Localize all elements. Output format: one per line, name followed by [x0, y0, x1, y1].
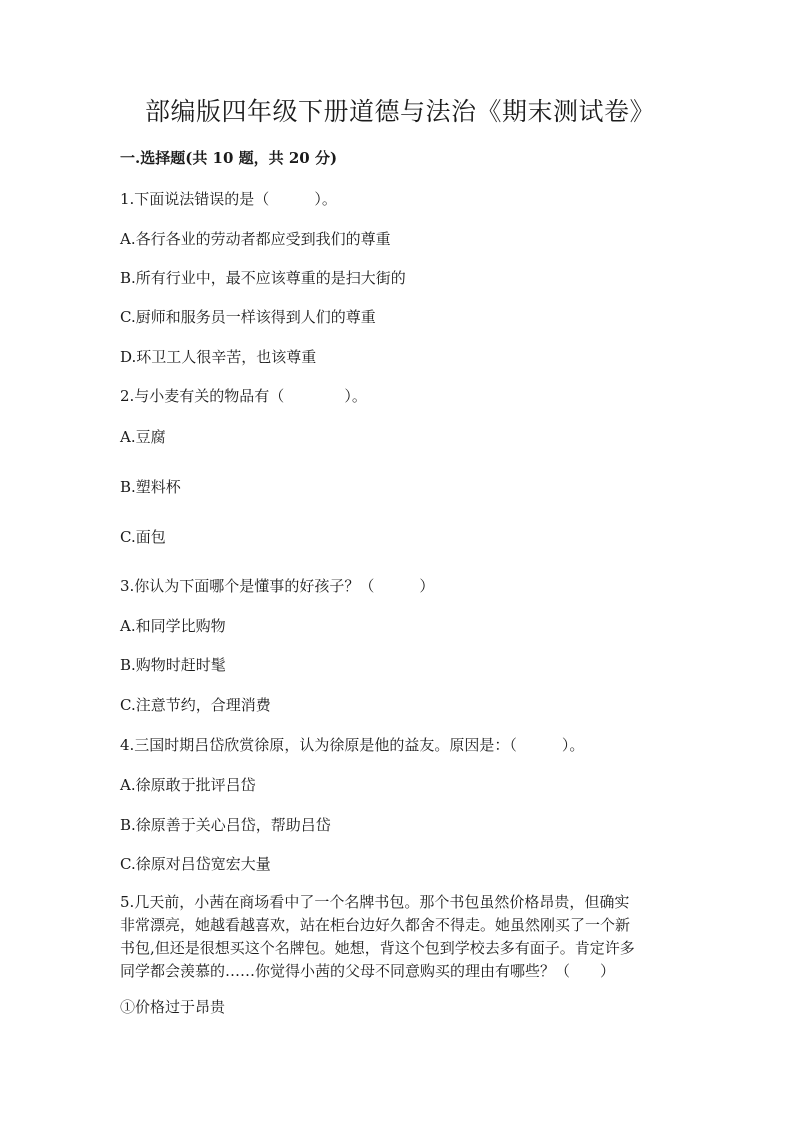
- question-5-stem-line-3: 书包,但还是很想买这个名牌包。她想，背这个包到学校去多有面子。肯定许多: [120, 939, 635, 957]
- question-1-option-b: B.所有行业中，最不应该尊重的是扫大街的: [120, 269, 406, 287]
- question-1-stem: 1.下面说法错误的是（ ）。: [120, 190, 337, 208]
- question-3-option-a: A.和同学比购物: [120, 617, 226, 635]
- question-1-option-d: D.环卫工人很辛苦，也该尊重: [120, 348, 317, 366]
- question-4-option-a: A.徐原敢于批评吕岱: [120, 776, 256, 794]
- section-heading: 一.选择题(共 10 题，共 20 分): [120, 149, 338, 167]
- question-3-stem: 3.你认为下面哪个是懂事的好孩子？（ ）: [120, 577, 435, 595]
- question-5-stem-line-1: 5.几天前，小茜在商场看中了一个名牌书包。那个书包虽然价格昂贵，但确实: [120, 893, 630, 911]
- question-2-option-a: A.豆腐: [120, 428, 166, 446]
- question-3-option-b: B.购物时赶时髦: [120, 656, 226, 674]
- question-2-option-b: B.塑料杯: [120, 478, 181, 496]
- question-4-option-c: C.徐原对吕岱宽宏大量: [120, 855, 271, 873]
- question-2-stem: 2.与小麦有关的物品有（ ）。: [120, 387, 367, 405]
- question-3-option-c: C.注意节约，合理消费: [120, 696, 271, 714]
- question-4-option-b: B.徐原善于关心吕岱，帮助吕岱: [120, 816, 331, 834]
- page-title: 部编版四年级下册道德与法治《期末测试卷》: [144, 97, 655, 126]
- question-1-option-c: C.厨师和服务员一样该得到人们的尊重: [120, 308, 376, 326]
- question-5-option-1: ①价格过于昂贵: [120, 998, 226, 1016]
- question-5-stem-line-4: 同学都会羡慕的……你觉得小茜的父母不同意购买的理由有哪些？（ ）: [120, 962, 616, 980]
- question-2-option-c: C.面包: [120, 528, 166, 546]
- question-5-stem-line-2: 非常漂亮，她越看越喜欢，站在柜台边好久都舍不得走。她虽然刚买了一个新: [120, 916, 631, 934]
- question-1-option-a: A.各行各业的劳动者都应受到我们的尊重: [120, 230, 391, 248]
- question-5-stem: [120, 891, 680, 983]
- question-4-stem: 4.三国时期吕岱欣赏徐原，认为徐原是他的益友。原因是：（ ）。: [120, 736, 585, 754]
